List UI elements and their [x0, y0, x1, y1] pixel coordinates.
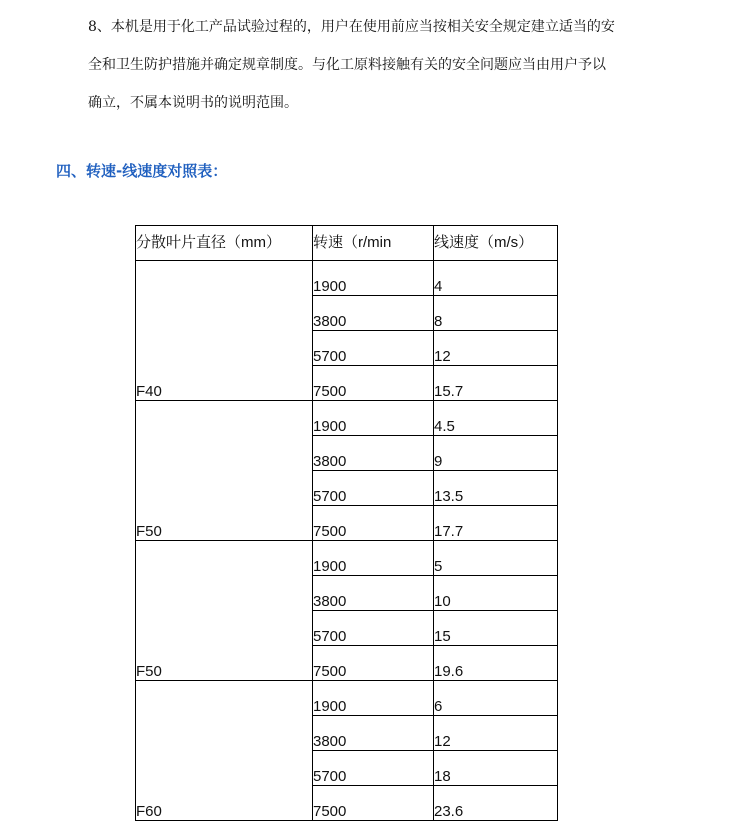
header-blade-diameter: 分散叶片直径（mm） [136, 226, 313, 261]
linear-speed-cell: 6 [434, 681, 558, 716]
table-row [136, 261, 558, 296]
linear-speed-cell: 19.6 [434, 646, 558, 681]
table-row [136, 681, 558, 716]
speed-conversion-table [135, 225, 558, 821]
rotation-speed-cell: 5700 [313, 611, 434, 646]
rotation-speed-cell: 7500 [313, 506, 434, 541]
rotation-speed-cell: 3800 [313, 436, 434, 471]
linear-speed-cell: 5 [434, 541, 558, 576]
model-cell: F50 [136, 401, 313, 541]
linear-speed-cell: 4.5 [434, 401, 558, 436]
header-linear-speed: 线速度（m/s） [434, 226, 558, 261]
linear-speed-cell: 12 [434, 331, 558, 366]
rotation-speed-cell: 7500 [313, 366, 434, 401]
safety-note-paragraph [88, 8, 688, 122]
linear-speed-cell: 13.5 [434, 471, 558, 506]
linear-speed-cell: 18 [434, 751, 558, 786]
rotation-speed-cell: 1900 [313, 401, 434, 436]
rotation-speed-cell: 5700 [313, 331, 434, 366]
paragraph-line: 确立，不属本说明书的说明范围。 [88, 95, 298, 111]
linear-speed-cell: 12 [434, 716, 558, 751]
rotation-speed-cell: 1900 [313, 681, 434, 716]
rotation-speed-cell: 7500 [313, 646, 434, 681]
model-cell: F50 [136, 541, 313, 681]
rotation-speed-cell: 5700 [313, 751, 434, 786]
linear-speed-cell: 23.6 [434, 786, 558, 821]
rotation-speed-cell: 3800 [313, 716, 434, 751]
linear-speed-cell: 9 [434, 436, 558, 471]
linear-speed-cell: 15 [434, 611, 558, 646]
rotation-speed-cell: 5700 [313, 471, 434, 506]
linear-speed-cell: 17.7 [434, 506, 558, 541]
rotation-speed-cell: 3800 [313, 576, 434, 611]
table-row [136, 401, 558, 436]
header-rotation-speed: 转速（r/min [313, 226, 434, 261]
rotation-speed-cell: 3800 [313, 296, 434, 331]
rotation-speed-cell: 7500 [313, 786, 434, 821]
paragraph-line: 8、本机是用于化工产品试验过程的，用户在使用前应当按相关安全规定建立适当的安 [88, 19, 615, 35]
linear-speed-cell: 10 [434, 576, 558, 611]
linear-speed-cell: 4 [434, 261, 558, 296]
model-cell: F60 [136, 681, 313, 821]
linear-speed-cell: 15.7 [434, 366, 558, 401]
rotation-speed-cell: 1900 [313, 261, 434, 296]
table-header-row [136, 226, 558, 261]
table-row [136, 541, 558, 576]
linear-speed-cell: 8 [434, 296, 558, 331]
rotation-speed-cell: 1900 [313, 541, 434, 576]
section-heading: 四、转速-线速度对照表： [56, 162, 228, 180]
model-cell: F40 [136, 261, 313, 401]
paragraph-line: 全和卫生防护措施并确定规章制度。与化工原料接触有关的安全问题应当由用户予以 [88, 57, 606, 73]
table-body [136, 261, 558, 821]
